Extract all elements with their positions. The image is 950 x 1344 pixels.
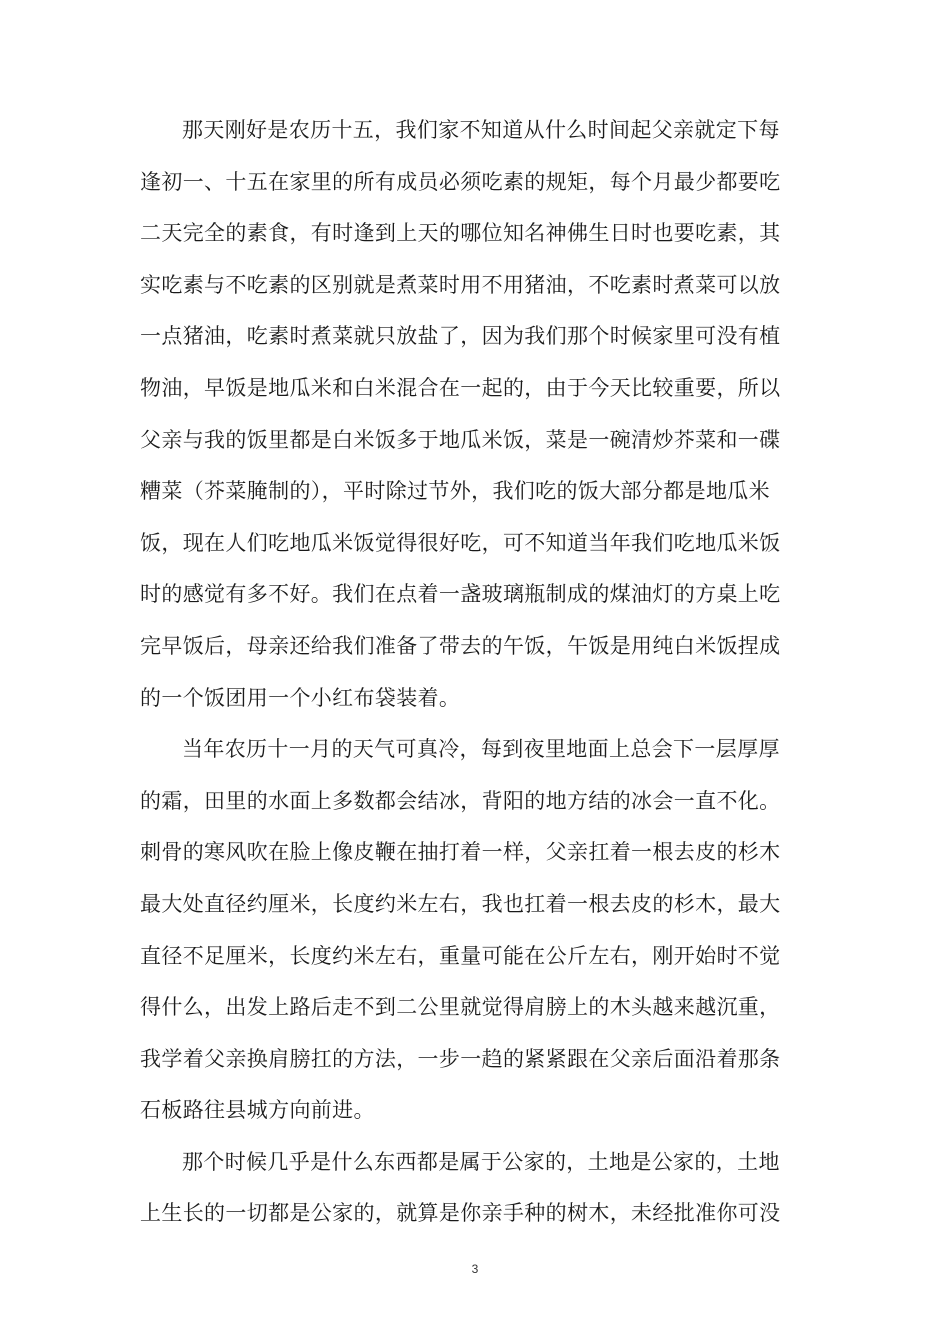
text-line: 二天完全的素食，有时逢到上天的哪位知名神佛生日时也要吃素，其: [140, 221, 781, 246]
body-text: [140, 105, 820, 1240]
text-line: 石板路往县城方向前进。: [140, 1098, 375, 1123]
text-line: 当年农历十一月的天气可真冷，每到夜里地面上总会下一层厚厚: [182, 737, 780, 762]
text-line: 父亲与我的饭里都是白米饭多于地瓜米饭，菜是一碗清炒芥菜和一碟: [140, 427, 781, 452]
text-line: 时的感觉有多不好。我们在点着一盏玻璃瓶制成的煤油灯的方桌上吃: [140, 582, 781, 607]
text-line: 得什么，出发上路后走不到二公里就觉得肩膀上的木头越来越沉重，: [140, 995, 781, 1020]
text-line: 一点猪油，吃素时煮菜就只放盐了，因为我们那个时候家里可没有植: [140, 324, 781, 349]
text-line: 逢初一、十五在家里的所有成员必须吃素的规矩，每个月最少都要吃: [140, 169, 781, 194]
text-line: 上生长的一切都是公家的，就算是你亲手种的树木，未经批准你可没: [140, 1201, 781, 1226]
text-line: 刺骨的寒风吹在脸上像皮鞭在抽打着一样，父亲扛着一根去皮的杉木: [140, 840, 781, 865]
text-line: 最大处直径约厘米，长度约米左右，我也扛着一根去皮的杉木，最大: [140, 891, 781, 916]
text-line: 饭，现在人们吃地瓜米饭觉得很好吃，可不知道当年我们吃地瓜米饭: [140, 530, 781, 555]
page-number: 3: [471, 1262, 479, 1276]
text-line: 的霜，田里的水面上多数都会结冰，背阳的地方结的冰会一直不化。: [140, 788, 781, 813]
text-line: 我学着父亲换肩膀扛的方法，一步一趋的紧紧跟在父亲后面沿着那条: [140, 1046, 781, 1071]
text-line: 糟菜（芥菜腌制的），平时除过节外，我们吃的饭大部分都是地瓜米: [140, 479, 770, 504]
text-line: 那天刚好是农历十五，我们家不知道从什么时间起父亲就定下每: [182, 118, 780, 142]
text-line: 直径不足厘米，长度约米左右，重量可能在公斤左右，刚开始时不觉: [140, 943, 781, 968]
text-line: 完早饭后，母亲还给我们准备了带去的午饭，午饭是用纯白米饭捏成: [140, 633, 781, 658]
text-line: 物油，早饭是地瓜米和白米混合在一起的，由于今天比较重要，所以: [140, 375, 781, 400]
text-line: 实吃素与不吃素的区别就是煮菜时用不用猪油，不吃素时煮菜可以放: [140, 272, 781, 297]
text-line: 那个时候几乎是什么东西都是属于公家的，土地是公家的，土地: [182, 1149, 780, 1174]
text-line: 的一个饭团用一个小红布袋装着。: [140, 685, 461, 710]
